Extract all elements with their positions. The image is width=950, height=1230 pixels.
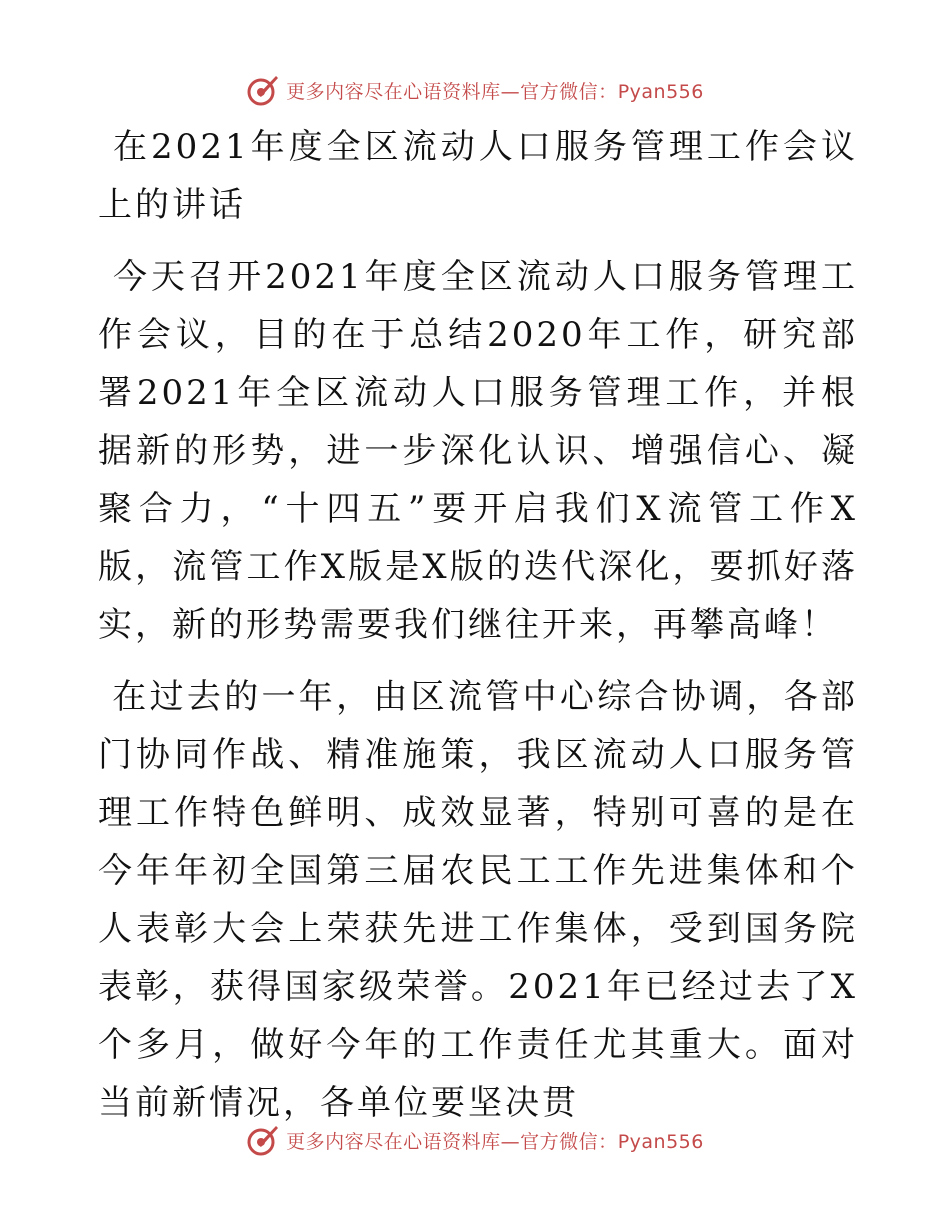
header-banner-text [286,77,704,104]
document-title-text: 在2021年度全区流动人口服务管理工作会议上的讲话 [98,127,858,225]
quill-logo-icon [246,73,280,107]
header-banner-separator: — [500,80,521,103]
paragraph-1-text: 今天召开2021年度全区流动人口服务管理工作会议，目的在于总结2020年工作，研究部署2021年全区流动人口服务管理工作，并根据新的形势，进一步深化认识、增强信心、凝聚合力，“十四五”要开启我们X流管工作X版，流管工作X版是X版的迭代深化，要抓好落实，新的形势需要我们继往开来，再攀高峰！ [98,257,858,645]
header-banner-contact-id: Pyan556 [617,80,704,103]
footer-banner-contact-label: 官方微信： [520,1130,618,1153]
paragraph-2 [98,668,858,1132]
footer-banner-text [286,1127,704,1154]
paragraph-2-text: 在过去的一年，由区流管中心综合协调，各部门协同作战、精准施策，我区流动人口服务管理工作特色鲜明、成效显著，特别可喜的是在今年年初全国第三届农民工工作先进集体和个人表彰大会上荣获先进工作集体，受到国务院表彰，获得国家级荣誉。2021年已经过去了X个多月，做好今年的工作责任尤其重大。面对当前新情况，各单位要坚决贯 [98,677,858,1123]
header-banner [0,70,950,110]
document-title [98,118,858,234]
footer-banner-title: 更多内容尽在心语资料库 [286,1130,501,1153]
quill-logo-icon [246,1123,280,1157]
header-banner-contact-label: 官方微信： [520,80,618,103]
header-banner-title: 更多内容尽在心语资料库 [286,80,501,103]
footer-banner [0,1120,950,1160]
paragraph-1 [98,248,858,654]
footer-banner-separator: — [500,1130,521,1153]
footer-banner-contact-id: Pyan556 [617,1130,704,1153]
document-body [98,118,858,1132]
